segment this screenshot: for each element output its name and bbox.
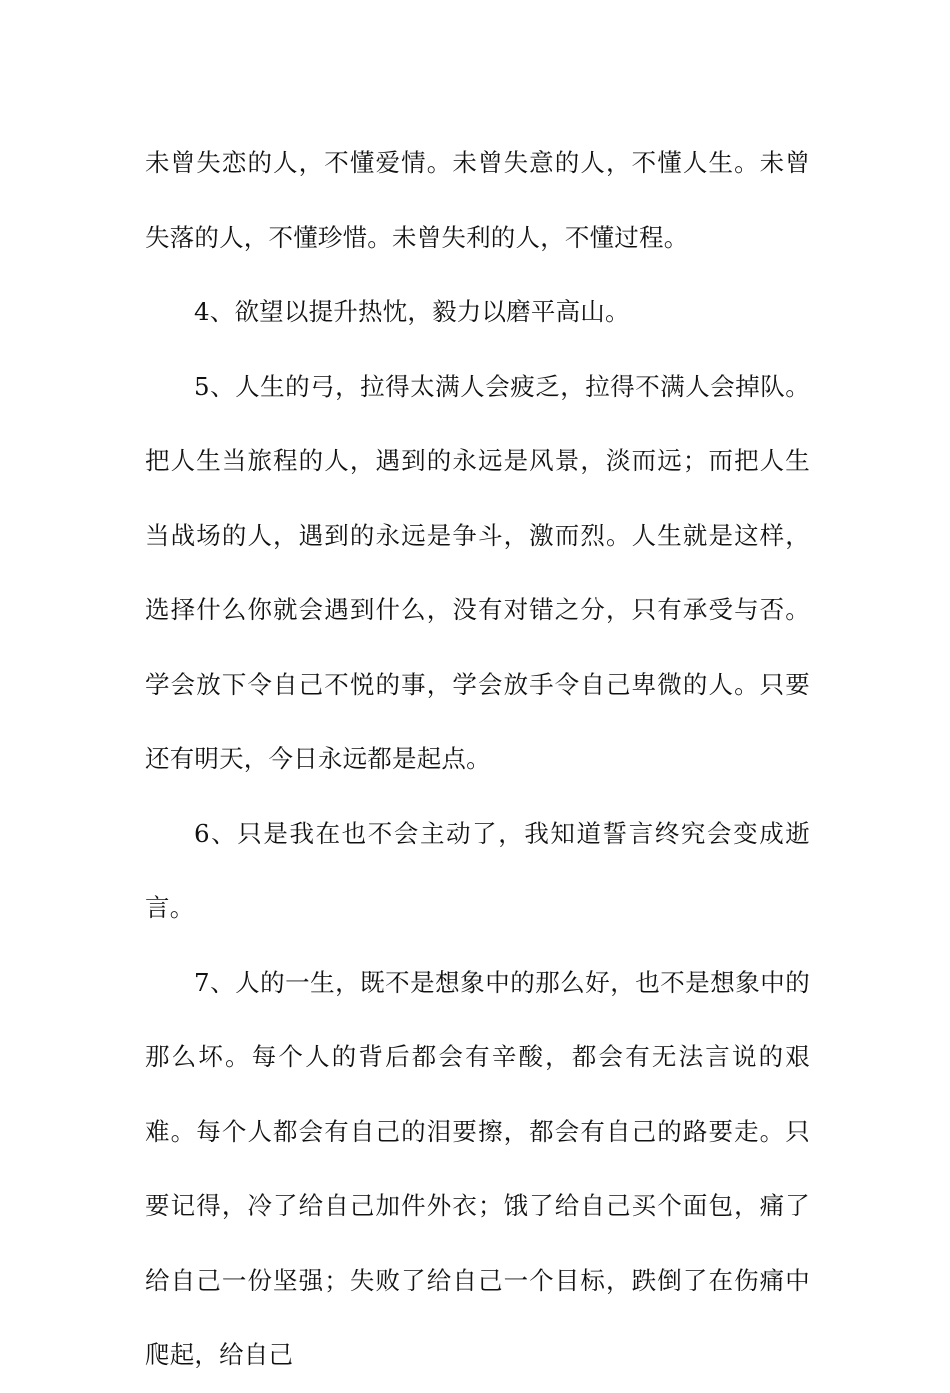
- paragraph-item-7: 7、人的一生，既不是想象中的那么好，也不是想象中的那么坏。每个人的背后都会有辛酸，都会有无法言说的艰难。每个人都会有自己的泪要擦，都会有自己的路要走。只要记得，冷了给自己加件外衣；饿了给自己买个面包，痛了给自己一份坚强；失败了给自己一个目标，跌倒了在伤痛中爬起，给自己: [145, 967, 810, 1369]
- body-text: [145, 126, 810, 1393]
- paragraph-item-6: 6、只是我在也不会主动了，我知道誓言终究会变成逝言。: [145, 818, 810, 922]
- paragraph-item-5: 5、人生的弓，拉得太满人会疲乏，拉得不满人会掉队。把人生当旅程的人，遇到的永远是风景，淡而远；而把人生当战场的人，遇到的永远是争斗，激而烈。人生就是这样，选择什么你就会遇到什么，没有对错之分，只有承受与否。学会放下令自己不悦的事，学会放手令自己卑微的人。只要还有明天，今日永远都是起点。: [145, 371, 810, 773]
- paragraph-continued: 未曾失恋的人，不懂爱情。未曾失意的人，不懂人生。未曾失落的人，不懂珍惜。未曾失利的人，不懂过程。: [145, 148, 810, 252]
- paragraph-item-4: 4、欲望以提升热忱，毅力以磨平高山。: [194, 297, 630, 326]
